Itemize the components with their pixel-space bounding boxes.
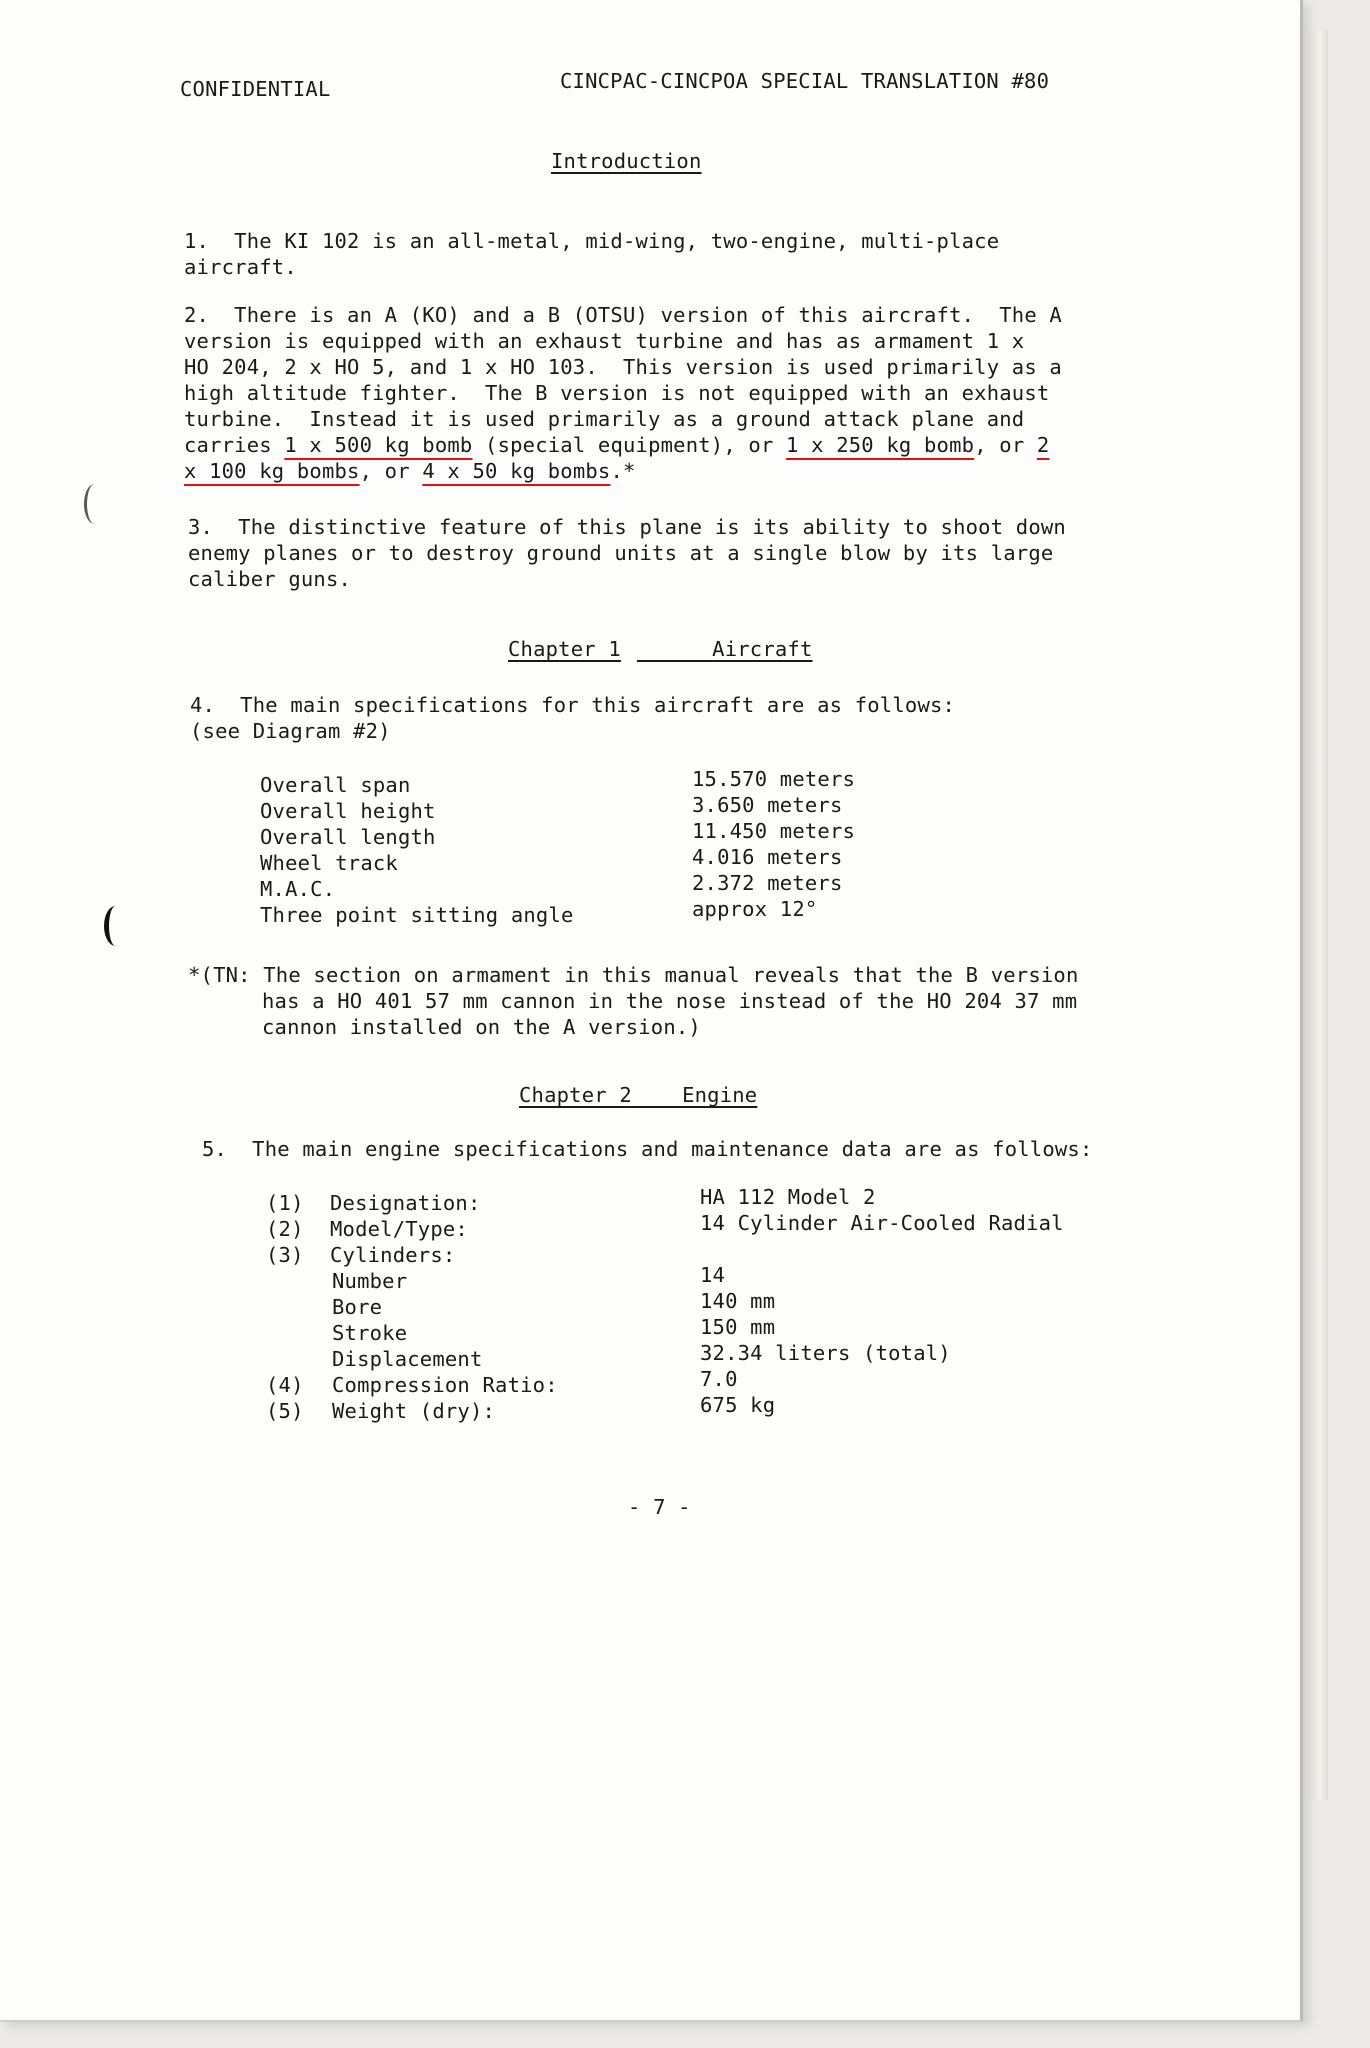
spec-name: Three point sitting angle [260, 903, 574, 927]
chapter-2-label: Chapter 2 [519, 1083, 632, 1107]
item-number: (1) [266, 1191, 304, 1215]
paragraph-2-line-4: high altitude fighter. The B version is not equipped with an exhaust [184, 381, 1050, 405]
highlight-500kg-bomb: 1 x 500 kg bomb [284, 433, 473, 457]
spec-value: approx 12° [692, 897, 818, 921]
chapter-1-title: Aircraft [712, 637, 813, 661]
item-value: 32.34 liters (total) [700, 1341, 951, 1365]
item-name: Stroke [332, 1321, 408, 1345]
paragraph-2-line-2: version is equipped with an exhaust turbine and has as armament 1 x [184, 329, 1025, 353]
spec-name: Overall span [260, 773, 411, 797]
text-special-equipment: (special equipment), or [472, 433, 787, 457]
item-value: 150 mm [700, 1315, 776, 1339]
introduction-heading: Introduction [551, 149, 702, 173]
paragraph-3-line-2: enemy planes or to destroy ground units at a single blow by its large [188, 541, 1054, 565]
item-name: Number [332, 1269, 408, 1293]
translator-note-line-2: has a HO 401 57 mm cannon in the nose instead of the HO 204 37 mm [262, 989, 1078, 1013]
spec-name: Overall height [260, 799, 436, 823]
item-number: (3) [266, 1243, 304, 1267]
text-or-2: , or [359, 459, 423, 483]
paragraph-3-line-1: 3. The distinctive feature of this plane is its ability to shoot down [188, 515, 1066, 539]
spec-name: M.A.C. [260, 877, 336, 901]
chapter-1-heading [508, 636, 813, 662]
translator-note-line-3: cannon installed on the A version.) [262, 1015, 701, 1039]
spec-name: Overall length [260, 825, 436, 849]
item-value: 14 [700, 1263, 726, 1287]
item-value: HA 112 Model 2 [700, 1185, 876, 1209]
text-carries: carries [184, 433, 285, 457]
paragraph-5: 5. The main engine specifications and maintenance data are as follows: [202, 1137, 1093, 1161]
chapter-2-heading [519, 1082, 757, 1108]
paragraph-2-line-5: turbine. Instead it is used primarily as a ground attack plane and [184, 407, 1025, 431]
item-name: Cylinders: [330, 1243, 456, 1267]
highlight-50kg-bombs: 4 x 50 kg bombs [422, 459, 611, 483]
spec-value: 4.016 meters [692, 845, 843, 869]
spec-value: 11.450 meters [692, 819, 856, 843]
spec-value: 15.570 meters [692, 767, 856, 791]
page-number: - 7 - [628, 1495, 691, 1519]
item-number: (5) [266, 1399, 304, 1423]
paragraph-2-line-3: HO 204, 2 x HO 5, and 1 x HO 103. This version is used primarily as a [184, 355, 1062, 379]
item-value: 14 Cylinder Air-Cooled Radial [700, 1211, 1064, 1235]
item-name: Designation: [330, 1191, 481, 1215]
document-title: CINCPAC-CINCPOA SPECIAL TRANSLATION #80 [560, 69, 1050, 93]
punch-hole-mark [84, 484, 105, 524]
scanner-edge [1308, 30, 1328, 1800]
text-footnote-mark: .* [610, 459, 636, 483]
text-or: , or [974, 433, 1037, 457]
item-name: Model/Type: [330, 1217, 468, 1241]
paragraph-3-line-3: caliber guns. [188, 567, 352, 591]
item-name: Bore [332, 1295, 383, 1319]
item-value: 140 mm [700, 1289, 776, 1313]
item-name: Weight (dry): [332, 1399, 496, 1423]
highlight-2: 2 [1036, 433, 1050, 457]
confidential-label: CONFIDENTIAL [180, 77, 331, 101]
paragraph-2-line-1: 2. There is an A (KO) and a B (OTSU) version of this aircraft. The A [184, 303, 1062, 327]
paragraph-4-line-2: (see Diagram #2) [190, 719, 391, 743]
highlight-100kg-bombs: x 100 kg bombs [184, 459, 360, 483]
paragraph-1-line-1: 1. The KI 102 is an all-metal, mid-wing, two-engine, multi-place [184, 229, 1000, 253]
paragraph-1-line-2: aircraft. [184, 255, 297, 279]
spec-value: 3.650 meters [692, 793, 843, 817]
item-name: Compression Ratio: [332, 1373, 558, 1397]
item-name: Displacement [332, 1347, 483, 1371]
paragraph-2-line-7 [184, 458, 636, 484]
chapter-2-title: Engine [682, 1083, 758, 1107]
item-number: (2) [266, 1217, 304, 1241]
item-value: 7.0 [700, 1367, 738, 1391]
item-number: (4) [266, 1373, 304, 1397]
highlight-250kg-bomb: 1 x 250 kg bomb [786, 433, 975, 457]
spec-name: Wheel track [260, 851, 398, 875]
spec-value: 2.372 meters [692, 871, 843, 895]
item-value: 675 kg [700, 1393, 776, 1417]
translator-note-line-1: *(TN: The section on armament in this manual reveals that the B version [188, 963, 1079, 987]
chapter-1-label: Chapter 1 [508, 637, 621, 661]
punch-hole-mark [104, 906, 127, 946]
paragraph-4-line-1: 4. The main specifications for this aircraft are as follows: [190, 693, 956, 717]
paragraph-2-line-6 [184, 432, 1049, 458]
